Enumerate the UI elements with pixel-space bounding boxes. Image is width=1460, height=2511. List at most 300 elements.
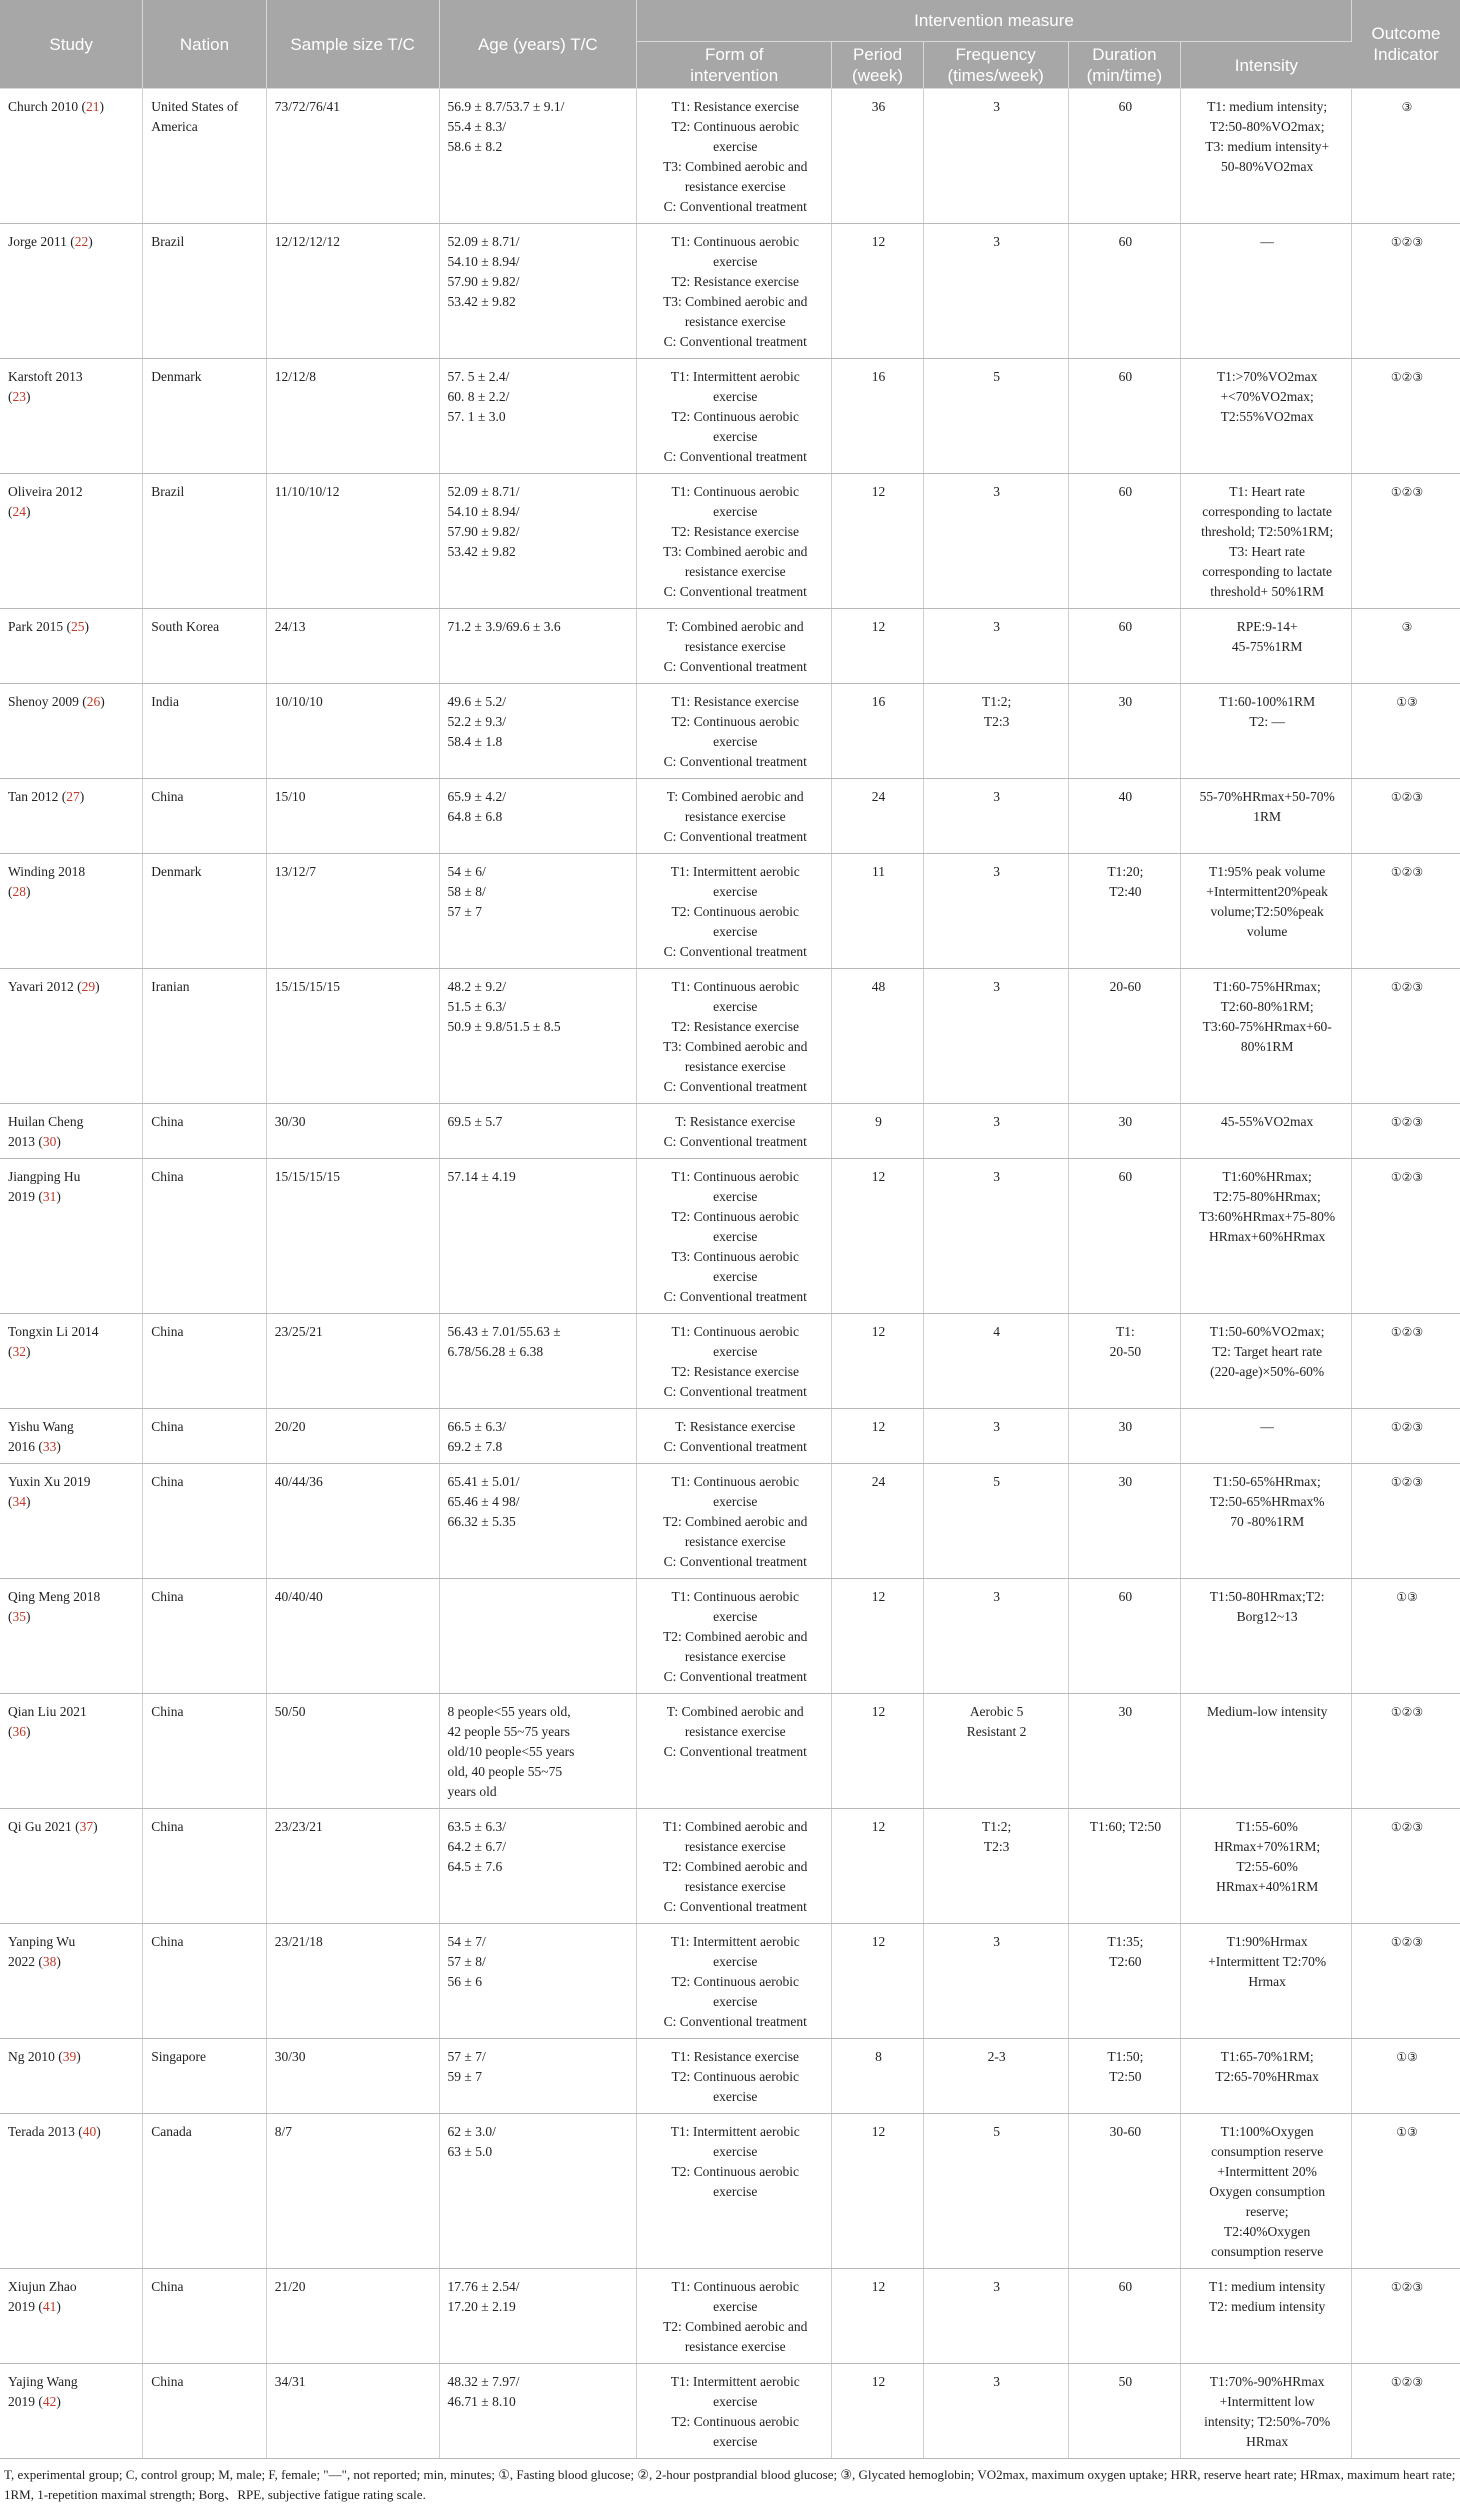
frequency-cell: 4 — [923, 1314, 1068, 1409]
intensity-cell: T1:>70%VO2max +<70%VO2max; T2:55%VO2max — [1181, 359, 1352, 474]
study-cell — [0, 1579, 143, 1694]
age-cell: 52.09 ± 8.71/ 54.10 ± 8.94/ 57.90 ± 9.82/ 53.42 ± 9.82 — [439, 474, 637, 609]
study-name: Church 2010 ( — [8, 99, 86, 114]
age-cell: 63.5 ± 6.3/ 64.2 ± 6.7/ 64.5 ± 7.6 — [439, 1809, 637, 1924]
period-cell: 24 — [832, 779, 923, 854]
frequency-cell: 3 — [923, 779, 1068, 854]
close-paren: ) — [93, 1819, 98, 1834]
duration-cell: T1:20; T2:40 — [1068, 854, 1181, 969]
intensity-cell: T1: medium intensity T2: medium intensity — [1181, 2269, 1352, 2364]
outcome-cell: ①②③ — [1352, 2364, 1460, 2459]
period-cell: 12 — [832, 1924, 923, 2039]
study-cell — [0, 969, 143, 1104]
outcome-cell: ①②③ — [1352, 2269, 1460, 2364]
reference-link[interactable]: 29 — [81, 979, 96, 994]
reference-link[interactable]: 23 — [12, 389, 26, 404]
study-name: Yishu Wang 2016 ( — [8, 1419, 74, 1454]
reference-link[interactable]: 42 — [42, 2394, 57, 2409]
study-cell — [0, 2114, 143, 2269]
nation-cell: China — [143, 1924, 266, 2039]
intensity-cell: T1: Heart rate corresponding to lactate threshold; T2:50%1RM; T3: Heart rate corresponding to lactate threshold+ 50%1RM — [1181, 474, 1352, 609]
nation-cell: China — [143, 2269, 266, 2364]
sample-size-cell: 30/30 — [266, 1104, 439, 1159]
header-intensity: Intensity — [1181, 42, 1352, 89]
form-cell: T1: Combined aerobic and resistance exercise T2: Combined aerobic and resistance exercise C: Conventional treatment — [637, 1809, 832, 1924]
frequency-cell: 3 — [923, 1924, 1068, 2039]
frequency-cell: 3 — [923, 969, 1068, 1104]
intensity-cell: T1:90%Hrmax +Intermittent T2:70% Hrmax — [1181, 1924, 1352, 2039]
header-study: Study — [0, 0, 143, 89]
nation-cell: China — [143, 1409, 266, 1464]
study-cell — [0, 1159, 143, 1314]
outcome-cell: ①②③ — [1352, 1314, 1460, 1409]
study-name: Shenoy 2009 ( — [8, 694, 87, 709]
nation-cell: China — [143, 1579, 266, 1694]
study-name: Tongxin Li 2014 ( — [8, 1324, 99, 1359]
close-paren: ) — [100, 694, 105, 709]
outcome-cell: ①③ — [1352, 684, 1460, 779]
age-cell: 65.41 ± 5.01/ 65.46 ± 4 98/ 66.32 ± 5.35 — [439, 1464, 637, 1579]
reference-link[interactable]: 41 — [42, 2299, 57, 2314]
period-cell: 12 — [832, 1409, 923, 1464]
duration-cell: 60 — [1068, 1579, 1181, 1694]
study-cell — [0, 89, 143, 224]
period-cell: 12 — [832, 2364, 923, 2459]
sample-size-cell: 40/44/36 — [266, 1464, 439, 1579]
study-name: Terada 2013 ( — [8, 2124, 83, 2139]
form-cell: T1: Continuous aerobic exercise T2: Resistance exercise T3: Combined aerobic and resistance exercise C: Conventional treatment — [637, 224, 832, 359]
table-row — [0, 1464, 1460, 1579]
form-cell: T: Resistance exercise C: Conventional treatment — [637, 1409, 832, 1464]
sample-size-cell: 23/25/21 — [266, 1314, 439, 1409]
study-name: Qian Liu 2021 ( — [8, 1704, 87, 1739]
outcome-cell: ①②③ — [1352, 1159, 1460, 1314]
age-cell: 56.9 ± 8.7/53.7 ± 9.1/ 55.4 ± 8.3/ 58.6 ± 8.2 — [439, 89, 637, 224]
age-cell: 52.09 ± 8.71/ 54.10 ± 8.94/ 57.90 ± 9.82/ 53.42 ± 9.82 — [439, 224, 637, 359]
duration-cell: 50 — [1068, 2364, 1181, 2459]
close-paren: ) — [79, 789, 85, 804]
frequency-cell: 3 — [923, 224, 1068, 359]
sample-size-cell: 13/12/7 — [266, 854, 439, 969]
period-cell: 12 — [832, 1579, 923, 1694]
age-cell: 66.5 ± 6.3/ 69.2 ± 7.8 — [439, 1409, 637, 1464]
frequency-cell: 3 — [923, 854, 1068, 969]
outcome-cell: ①②③ — [1352, 1104, 1460, 1159]
reference-link[interactable]: 21 — [86, 99, 100, 114]
study-name: Yuxin Xu 2019 ( — [8, 1474, 91, 1509]
table-footnote: T, experimental group; C, control group; M, male; F, female; "—", not reported; min, minutes; ①, Fasting blood glucose; ②, 2-hour postprandial blood glucose; ③, Glycated hemoglobin; VO2max, maximum oxygen uptake; HRR, reserve heart rate; HRmax, maximum heart rate; 1RM, 1-repetition maximal strength; Borg、RPE, subjective fatigue rating scale. — [4, 2467, 1456, 2502]
reference-link[interactable]: 32 — [12, 1344, 26, 1359]
frequency-cell: 3 — [923, 1104, 1068, 1159]
study-name: Park 2015 ( — [8, 619, 71, 634]
period-cell: 24 — [832, 1464, 923, 1579]
duration-cell: 60 — [1068, 224, 1181, 359]
study-name: Qi Gu 2021 ( — [8, 1819, 80, 1834]
table-row — [0, 1924, 1460, 2039]
duration-cell: 30-60 — [1068, 2114, 1181, 2269]
age-cell: 69.5 ± 5.7 — [439, 1104, 637, 1159]
age-cell: 48.32 ± 7.97/ 46.71 ± 8.10 — [439, 2364, 637, 2459]
study-name: Jiangping Hu 2019 ( — [8, 1169, 81, 1204]
reference-link[interactable]: 26 — [86, 694, 101, 709]
table-row — [0, 1409, 1460, 1464]
period-cell: 9 — [832, 1104, 923, 1159]
study-name: Qing Meng 2018 ( — [8, 1589, 101, 1624]
sample-size-cell: 12/12/12/12 — [266, 224, 439, 359]
study-name: Huilan Cheng 2013 ( — [8, 1114, 84, 1149]
duration-cell: 30 — [1068, 1409, 1181, 1464]
age-cell: 56.43 ± 7.01/55.63 ± 6.78/56.28 ± 6.38 — [439, 1314, 637, 1409]
reference-link[interactable]: 39 — [62, 2049, 77, 2064]
age-cell: 57 ± 7/ 59 ± 7 — [439, 2039, 637, 2114]
study-name: Yavari 2012 ( — [8, 979, 82, 994]
sample-size-cell: 15/15/15/15 — [266, 1159, 439, 1314]
frequency-cell: 3 — [923, 1159, 1068, 1314]
study-name: Xiujun Zhao 2019 ( — [8, 2279, 77, 2314]
table-row — [0, 969, 1460, 1104]
form-cell: T1: Continuous aerobic exercise T2: Combined aerobic and resistance exercise C: Conventional treatment — [637, 1579, 832, 1694]
outcome-cell: ①②③ — [1352, 1464, 1460, 1579]
frequency-cell: T1:2; T2:3 — [923, 684, 1068, 779]
age-cell: 57. 5 ± 2.4/ 60. 8 ± 2.2/ 57. 1 ± 3.0 — [439, 359, 637, 474]
intensity-cell: T1:100%Oxygen consumption reserve +Intermittent 20% Oxygen consumption reserve; T2:40%Oxygen consumption reserve — [1181, 2114, 1352, 2269]
study-cell — [0, 359, 143, 474]
frequency-cell: Aerobic 5 Resistant 2 — [923, 1694, 1068, 1809]
outcome-cell: ①②③ — [1352, 1924, 1460, 2039]
nation-cell: Brazil — [143, 474, 266, 609]
intensity-cell: — — [1181, 224, 1352, 359]
table-row — [0, 224, 1460, 359]
nation-cell: China — [143, 1809, 266, 1924]
close-paren: ) — [88, 234, 93, 249]
form-cell: T1: Continuous aerobic exercise T2: Resistance exercise T3: Combined aerobic and resistance exercise C: Conventional treatment — [637, 969, 832, 1104]
intensity-cell: 55-70%HRmax+50-70% 1RM — [1181, 779, 1352, 854]
outcome-cell: ①②③ — [1352, 359, 1460, 474]
period-cell: 12 — [832, 2269, 923, 2364]
table-row — [0, 2364, 1460, 2459]
form-cell: T1: Intermittent aerobic exercise T2: Continuous aerobic exercise — [637, 2364, 832, 2459]
table-row — [0, 684, 1460, 779]
nation-cell: South Korea — [143, 609, 266, 684]
intensity-cell: Medium-low intensity — [1181, 1694, 1352, 1809]
form-cell: T1: Resistance exercise T2: Continuous aerobic exercise — [637, 2039, 832, 2114]
form-cell: T: Combined aerobic and resistance exercise C: Conventional treatment — [637, 779, 832, 854]
nation-cell: China — [143, 1159, 266, 1314]
nation-cell: China — [143, 1464, 266, 1579]
form-cell: T1: Continuous aerobic exercise T2: Resistance exercise T3: Combined aerobic and resistance exercise C: Conventional treatment — [637, 474, 832, 609]
intensity-cell: T1:60-100%1RM T2: — — [1181, 684, 1352, 779]
header-nation: Nation — [143, 0, 266, 89]
outcome-cell: ③ — [1352, 609, 1460, 684]
age-cell — [439, 1579, 637, 1694]
nation-cell: Iranian — [143, 969, 266, 1104]
period-cell: 12 — [832, 1694, 923, 1809]
table-row — [0, 1104, 1460, 1159]
intensity-cell: T1:60-75%HRmax; T2:60-80%1RM; T3:60-75%HRmax+60- 80%1RM — [1181, 969, 1352, 1104]
close-paren: ) — [26, 1494, 31, 1509]
reference-link[interactable]: 24 — [12, 504, 26, 519]
duration-cell: 60 — [1068, 474, 1181, 609]
frequency-cell: 5 — [923, 359, 1068, 474]
sample-size-cell: 21/20 — [266, 2269, 439, 2364]
form-cell: T1: Continuous aerobic exercise T2: Combined aerobic and resistance exercise — [637, 2269, 832, 2364]
form-cell: T1: Intermittent aerobic exercise T2: Continuous aerobic exercise C: Conventional treatment — [637, 854, 832, 969]
reference-link[interactable]: 37 — [79, 1819, 94, 1834]
form-cell: T1: Intermittent aerobic exercise T2: Continuous aerobic exercise C: Conventional treatment — [637, 1924, 832, 2039]
close-paren: ) — [56, 1134, 61, 1149]
table-row — [0, 854, 1460, 969]
header-age: Age (years) T/C — [439, 0, 637, 89]
sample-size-cell: 23/21/18 — [266, 1924, 439, 2039]
sample-size-cell: 50/50 — [266, 1694, 439, 1809]
nation-cell: China — [143, 2364, 266, 2459]
frequency-cell: 3 — [923, 609, 1068, 684]
close-paren: ) — [26, 504, 31, 519]
outcome-cell: ①②③ — [1352, 1409, 1460, 1464]
close-paren: ) — [84, 619, 89, 634]
outcome-cell: ①②③ — [1352, 779, 1460, 854]
reference-link[interactable]: 25 — [71, 619, 85, 634]
age-cell: 71.2 ± 3.9/69.6 ± 3.6 — [439, 609, 637, 684]
age-cell: 48.2 ± 9.2/ 51.5 ± 6.3/ 50.9 ± 9.8/51.5 ± 8.5 — [439, 969, 637, 1104]
intensity-cell: T1:50-60%VO2max; T2: Target heart rate (220-age)×50%-60% — [1181, 1314, 1352, 1409]
header-outcome-indicator: Outcome Indicator — [1352, 0, 1460, 89]
nation-cell: India — [143, 684, 266, 779]
duration-cell: T1:60; T2:50 — [1068, 1809, 1181, 1924]
period-cell: 8 — [832, 2039, 923, 2114]
outcome-cell: ①③ — [1352, 2114, 1460, 2269]
table-row — [0, 1314, 1460, 1409]
outcome-cell: ③ — [1352, 89, 1460, 224]
header-duration: Duration (min/time) — [1068, 42, 1181, 89]
sample-size-cell: 73/72/76/41 — [266, 89, 439, 224]
duration-cell: 60 — [1068, 609, 1181, 684]
intensity-cell: 45-55%VO2max — [1181, 1104, 1352, 1159]
close-paren: ) — [26, 884, 31, 899]
table-body — [0, 89, 1460, 2459]
close-paren: ) — [96, 2124, 101, 2139]
study-cell — [0, 1464, 143, 1579]
duration-cell: 30 — [1068, 684, 1181, 779]
table-row — [0, 89, 1460, 224]
sample-size-cell: 8/7 — [266, 2114, 439, 2269]
study-name: Karstoft 2013 ( — [8, 369, 83, 404]
study-cell — [0, 854, 143, 969]
reference-link[interactable]: 27 — [66, 789, 80, 804]
study-cell — [0, 2364, 143, 2459]
intensity-cell: T1:50-65%HRmax; T2:50-65%HRmax% 70 -80%1RM — [1181, 1464, 1352, 1579]
duration-cell: 30 — [1068, 1104, 1181, 1159]
table-row — [0, 359, 1460, 474]
age-cell: 17.76 ± 2.54/ 17.20 ± 2.19 — [439, 2269, 637, 2364]
table-row — [0, 1159, 1460, 1314]
sample-size-cell: 10/10/10 — [266, 684, 439, 779]
reference-link[interactable]: 38 — [42, 1954, 57, 1969]
frequency-cell: 3 — [923, 89, 1068, 224]
reference-link[interactable]: 35 — [12, 1609, 26, 1624]
sample-size-cell: 12/12/8 — [266, 359, 439, 474]
table-row — [0, 779, 1460, 854]
nation-cell: Denmark — [143, 359, 266, 474]
study-cell — [0, 2269, 143, 2364]
study-cell — [0, 474, 143, 609]
close-paren: ) — [56, 1189, 61, 1204]
header-sample-size: Sample size T/C — [266, 0, 439, 89]
study-name: Tan 2012 ( — [8, 789, 67, 804]
frequency-cell: T1:2; T2:3 — [923, 1809, 1068, 1924]
form-cell: T: Combined aerobic and resistance exercise C: Conventional treatment — [637, 609, 832, 684]
study-cell — [0, 1314, 143, 1409]
sample-size-cell: 20/20 — [266, 1409, 439, 1464]
duration-cell: 60 — [1068, 359, 1181, 474]
frequency-cell: 3 — [923, 1409, 1068, 1464]
period-cell: 12 — [832, 474, 923, 609]
sample-size-cell: 24/13 — [266, 609, 439, 684]
close-paren: ) — [26, 1609, 31, 1624]
reference-link[interactable]: 30 — [42, 1134, 57, 1149]
close-paren: ) — [56, 2299, 61, 2314]
outcome-cell: ①③ — [1352, 1579, 1460, 1694]
table-header — [0, 0, 1460, 89]
study-cell — [0, 779, 143, 854]
duration-cell: T1:35; T2:60 — [1068, 1924, 1181, 2039]
period-cell: 12 — [832, 1809, 923, 1924]
table-row — [0, 2039, 1460, 2114]
period-cell: 12 — [832, 1314, 923, 1409]
header-period: Period (week) — [832, 42, 923, 89]
close-paren: ) — [95, 979, 100, 994]
table-row — [0, 474, 1460, 609]
sample-size-cell: 11/10/10/12 — [266, 474, 439, 609]
reference-link[interactable]: 34 — [12, 1494, 26, 1509]
nation-cell: United States of America — [143, 89, 266, 224]
nation-cell: China — [143, 1694, 266, 1809]
frequency-cell: 3 — [923, 1579, 1068, 1694]
close-paren: ) — [26, 1724, 31, 1739]
frequency-cell: 3 — [923, 2364, 1068, 2459]
outcome-cell: ①②③ — [1352, 1809, 1460, 1924]
study-name: Oliveira 2012 ( — [8, 484, 83, 519]
period-cell: 11 — [832, 854, 923, 969]
period-cell: 16 — [832, 359, 923, 474]
duration-cell: 60 — [1068, 89, 1181, 224]
age-cell: 65.9 ± 4.2/ 64.8 ± 6.8 — [439, 779, 637, 854]
table-row — [0, 2114, 1460, 2269]
age-cell: 8 people<55 years old, 42 people 55~75 years old/10 people<55 years old, 40 people 55~75 years old — [439, 1694, 637, 1809]
form-cell: T1: Continuous aerobic exercise T2: Combined aerobic and resistance exercise C: Conventional treatment — [637, 1464, 832, 1579]
intensity-cell: T1:70%-90%HRmax +Intermittent low intensity; T2:50%-70% HRmax — [1181, 2364, 1352, 2459]
close-paren: ) — [76, 2049, 81, 2064]
header-frequency: Frequency (times/week) — [923, 42, 1068, 89]
sample-size-cell: 15/10 — [266, 779, 439, 854]
sample-size-cell: 40/40/40 — [266, 1579, 439, 1694]
reference-link[interactable]: 33 — [42, 1439, 57, 1454]
duration-cell: 60 — [1068, 2269, 1181, 2364]
reference-link[interactable]: 28 — [12, 884, 26, 899]
nation-cell: Canada — [143, 2114, 266, 2269]
form-cell: T1: Intermittent aerobic exercise T2: Continuous aerobic exercise C: Conventional treatment — [637, 359, 832, 474]
close-paren: ) — [56, 2394, 61, 2409]
outcome-cell: ①②③ — [1352, 224, 1460, 359]
form-cell: T1: Intermittent aerobic exercise T2: Continuous aerobic exercise — [637, 2114, 832, 2269]
study-name: Yajing Wang 2019 ( — [8, 2374, 78, 2409]
study-cell — [0, 1694, 143, 1809]
study-name: Yanping Wu 2022 ( — [8, 1934, 76, 1969]
frequency-cell: 5 — [923, 2114, 1068, 2269]
intensity-cell: T1:50-80HRmax;T2: Borg12~13 — [1181, 1579, 1352, 1694]
study-cell — [0, 1924, 143, 2039]
table-row — [0, 2269, 1460, 2364]
table-row — [0, 609, 1460, 684]
close-paren: ) — [56, 1439, 61, 1454]
close-paren: ) — [56, 1954, 61, 1969]
nation-cell: China — [143, 779, 266, 854]
frequency-cell: 3 — [923, 2269, 1068, 2364]
period-cell: 16 — [832, 684, 923, 779]
period-cell: 12 — [832, 224, 923, 359]
form-cell: T1: Resistance exercise T2: Continuous aerobic exercise C: Conventional treatment — [637, 684, 832, 779]
intensity-cell: T1:60%HRmax; T2:75-80%HRmax; T3:60%HRmax+75-80% HRmax+60%HRmax — [1181, 1159, 1352, 1314]
table-row — [0, 1579, 1460, 1694]
reference-link[interactable]: 36 — [12, 1724, 26, 1739]
form-cell: T1: Continuous aerobic exercise T2: Resistance exercise C: Conventional treatment — [637, 1314, 832, 1409]
header-intervention-measure: Intervention measure — [637, 0, 1352, 42]
duration-cell: 30 — [1068, 1464, 1181, 1579]
outcome-cell: ①②③ — [1352, 854, 1460, 969]
form-cell: T: Combined aerobic and resistance exercise C: Conventional treatment — [637, 1694, 832, 1809]
period-cell: 12 — [832, 2114, 923, 2269]
outcome-cell: ①②③ — [1352, 969, 1460, 1104]
period-cell: 12 — [832, 1159, 923, 1314]
period-cell: 12 — [832, 609, 923, 684]
duration-cell: 60 — [1068, 1159, 1181, 1314]
nation-cell: Singapore — [143, 2039, 266, 2114]
age-cell: 57.14 ± 4.19 — [439, 1159, 637, 1314]
outcome-cell: ①②③ — [1352, 1694, 1460, 1809]
study-cell — [0, 609, 143, 684]
age-cell: 54 ± 6/ 58 ± 8/ 57 ± 7 — [439, 854, 637, 969]
reference-link[interactable]: 31 — [42, 1189, 57, 1204]
sample-size-cell: 23/23/21 — [266, 1809, 439, 1924]
reference-link[interactable]: 22 — [74, 234, 89, 249]
intensity-cell: T1:95% peak volume +Intermittent20%peak volume;T2:50%peak volume — [1181, 854, 1352, 969]
table-row — [0, 1809, 1460, 1924]
study-name: Jorge 2011 ( — [8, 234, 75, 249]
study-cell — [0, 1809, 143, 1924]
study-cell — [0, 684, 143, 779]
reference-link[interactable]: 40 — [82, 2124, 97, 2139]
frequency-cell: 3 — [923, 474, 1068, 609]
table-row — [0, 1694, 1460, 1809]
form-cell: T1: Continuous aerobic exercise T2: Continuous aerobic exercise T3: Continuous aerobic exercise C: Conventional treatment — [637, 1159, 832, 1314]
nation-cell: China — [143, 1314, 266, 1409]
nation-cell: China — [143, 1104, 266, 1159]
nation-cell: Brazil — [143, 224, 266, 359]
outcome-cell: ①③ — [1352, 2039, 1460, 2114]
intensity-cell: T1:65-70%1RM; T2:65-70%HRmax — [1181, 2039, 1352, 2114]
study-cell — [0, 1104, 143, 1159]
form-cell: T: Resistance exercise C: Conventional treatment — [637, 1104, 832, 1159]
intensity-cell: T1:55-60% HRmax+70%1RM; T2:55-60% HRmax+40%1RM — [1181, 1809, 1352, 1924]
study-name: Ng 2010 ( — [8, 2049, 63, 2064]
age-cell: 62 ± 3.0/ 63 ± 5.0 — [439, 2114, 637, 2269]
close-paren: ) — [26, 389, 31, 404]
frequency-cell: 5 — [923, 1464, 1068, 1579]
study-cell — [0, 1409, 143, 1464]
duration-cell: 20-60 — [1068, 969, 1181, 1104]
study-cell — [0, 2039, 143, 2114]
sample-size-cell: 30/30 — [266, 2039, 439, 2114]
